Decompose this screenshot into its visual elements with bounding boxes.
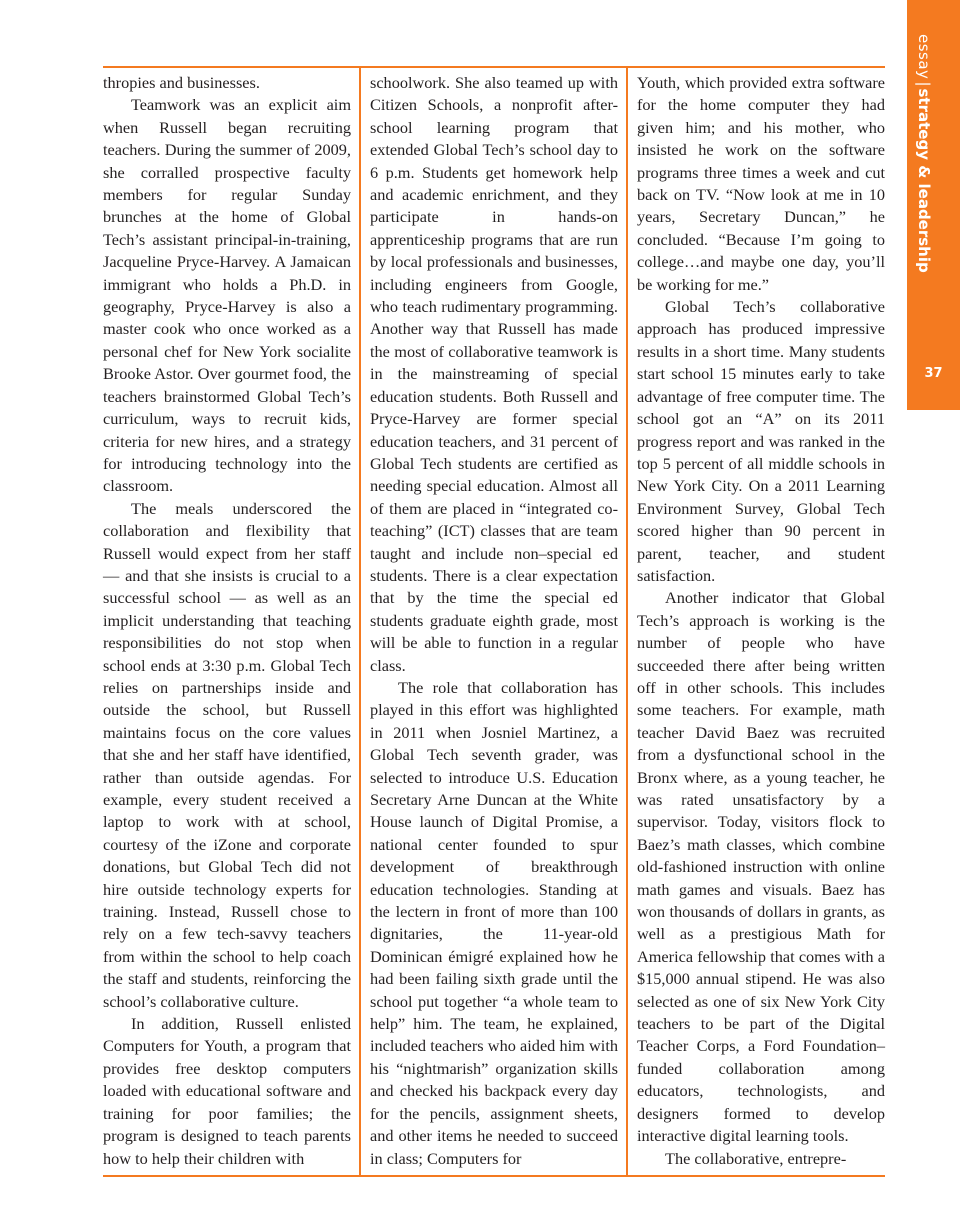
paragraph: The role that collaboration has played in this effort was highlighted in 2011 when Josniel Martinez, a Global Tech seventh grader, was selected to introduce U.S. Education Secretary Arne Duncan at the White House launch of Digital Promise, a national center founded to spur development of breakthrough education technologies. Standing at the lectern in front of more than 100 dignitaries, the 11-year-old Dominican émigré explained how he had been failing sixth grade until the school put together “a whole team to help” him. The team, he explained, included teachers who aided him with his “nightmarish” organization skills and checked his backpack every day for the pencils, assignment sheets, and other items he needed to succeed in class; Computers for [370,677,618,1168]
paragraph: The meals underscored the collaboration and flexibility that Russell would expect from her staff — and that she insists is crucial to a successful school — as well as an implicit understanding that teaching responsibilities do not stop when school ends at 3:30 p.m. Global Tech relies on partnerships inside and outside the school, but Russell maintains focus on the core values that she and her staff have identified, rather than outside agendas. For example, every student received a laptop to work with at school, courtesy of the iZone and corporate donations, but Global Tech did not hire outside technology experts for training. Instead, Russell chose to rely on a few tech-savvy teachers from within the school to help coach the staff and students, reinforcing the school’s collaborative culture. [103,498,351,1011]
paragraph: thropies and businesses. [103,73,260,92]
paragraph: Teamwork was an explicit aim when Russell began recruiting teachers. During the summer of 2009, she corralled prospective faculty members for regular Sunday brunches at the home of Global Tech’s assistant principal-in-training, Jacqueline Pryce-Harvey. A Jamaican immigrant who holds a Ph.D. in geography, Pryce-Harvey is also a master cook who once worked as a personal chef for New York socialite Brooke Astor. Over gourmet food, the teachers brainstormed Global Tech’s curriculum, ways to recruit kids, criteria for new hires, and a strategy for introducing technology into the classroom. [103,95,351,496]
top-rule [103,66,885,68]
text-column-3 [637,72,885,1170]
text-column-1 [103,72,351,1170]
section-separator: | [915,81,933,87]
paragraph: The collaborative, entrepre- [665,1148,847,1168]
section-name: essay [915,34,933,80]
bottom-rule [103,1175,885,1177]
paragraph: Global Tech’s collaborative approach has produced impressive results in a short time. Many students start school 15 minutes early to take advantage of free computer time. The school got an “A” on its 2011 progress report and was ranked in the top 5 percent of all middle schools in New York City. On a 2011 Learning Environment Survey, Global Tech scored higher than 90 percent in parent, teacher, and student satisfaction. [637,297,885,585]
section-topic: strategy & leadership [915,88,933,273]
text-column-2 [370,72,618,1170]
section-label [914,34,934,273]
paragraph: schoolwork. She also teamed up with Citizen Schools, a nonprofit after-school learning program that extended Global Tech’s school day to 6 p.m. Students get homework help and academic enrichment, and they participate in hands-on apprenticeship programs that are run by local professionals and businesses, including engineers from Google, who teach rudimentary programming. Another way that Russell has made the most of collaborative teamwork is in the mainstreaming of special education students. Both Russell and Pryce-Harvey are former special education teachers, and 31 percent of Global Tech students are certified as needing special education. Almost all of them are placed in “integrated co-teaching” (ICT) classes that are team taught and include non–special ed students. There is a clear expectation that by the time the special ed students graduate eighth grade, most will be able to function in a regular class. [370,73,618,675]
page-number: 37 [924,366,943,381]
paragraph: Another indicator that Global Tech’s approach is working is the number of people who have succeeded there after being written off in other schools. This includes some teachers. For example, math teacher David Baez was recruited from a dysfunctional school in the Bronx where, as a young teacher, he was rated unsatisfactory by a supervisor. Today, visitors flock to Baez’s math classes, which combine old-fashioned instruction with online math games and visuals. Baez has won thousands of dollars in grants, as well as a prestigious Math for America fellowship that comes with a $15,000 annual stipend. He was also selected as one of six New York City teachers to be part of the Digital Teacher Corps, a Ford Foundation–funded collaboration among educators, technologists, and designers formed to develop interactive digital learning tools. [637,588,885,1146]
column-divider-2 [626,66,628,1177]
paragraph: Youth, which provided extra software for the home computer they had given him; and his mother, who insisted he work on the software programs three times a week and cut back on TV. “Now look at me in 10 years, Secretary Duncan,” he concluded. “Because I’m going to college…and maybe one day, you’ll be working for me.” [637,73,885,294]
paragraph: In addition, Russell enlisted Computers for Youth, a program that provides free desktop computers loaded with educational software and training for poor families; the program is designed to teach parents how to help their children with [103,1014,351,1168]
column-divider-1 [359,66,361,1177]
